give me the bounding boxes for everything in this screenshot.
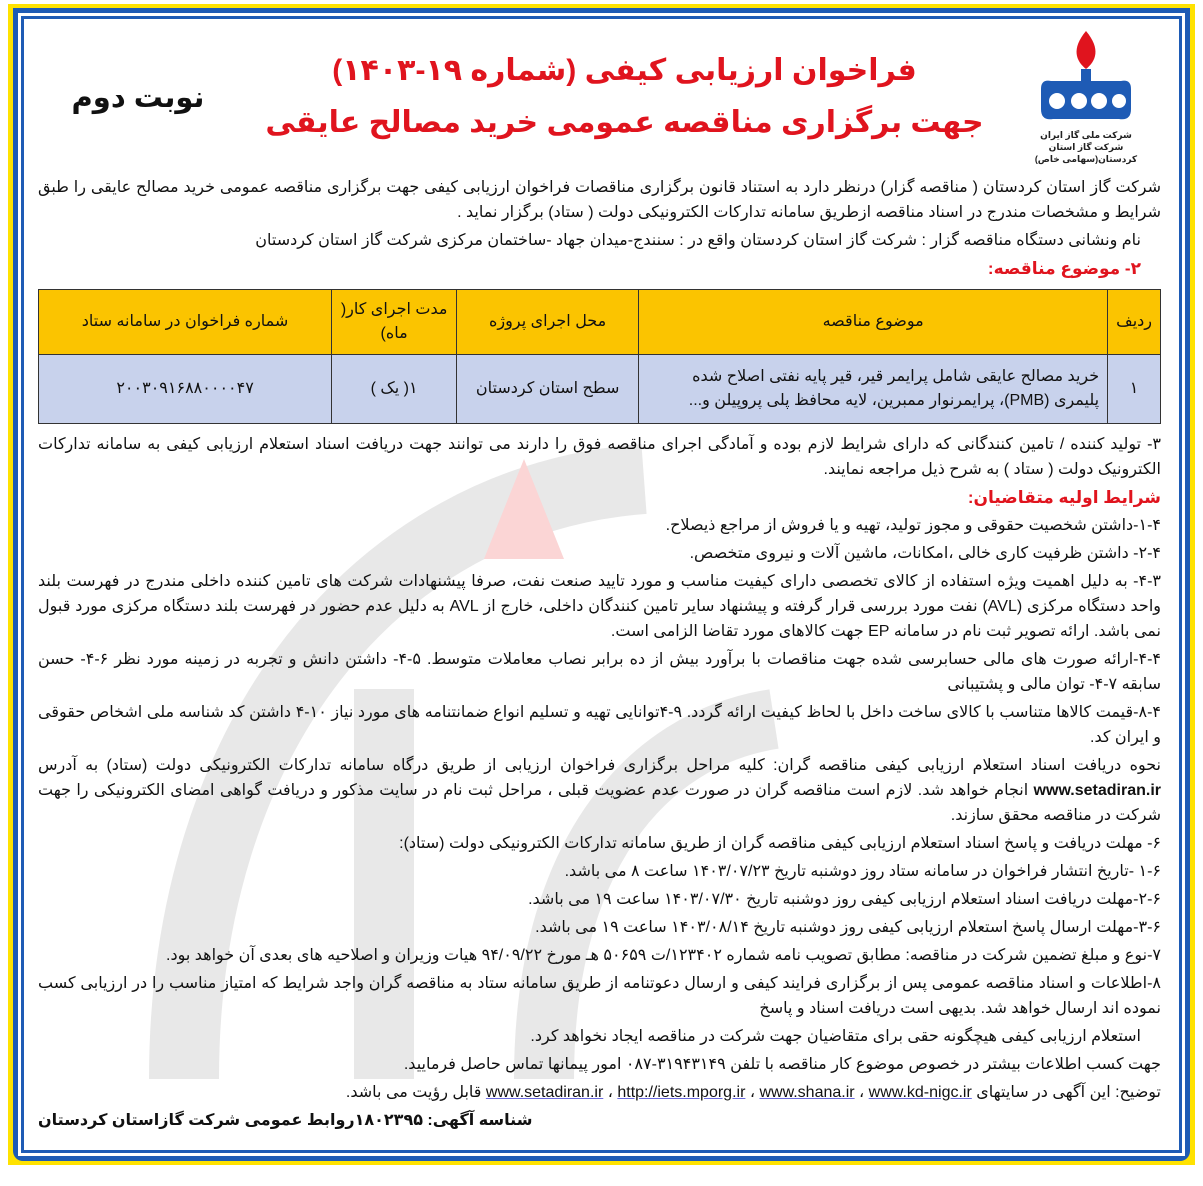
condition-4: ۴-۴-ارائه صورت های مالی حسابرسی شده جهت مناقصات با برآورد بیش از ده برابر نصاب معاملات متوسط. ۵-۴- داشتن دانش و تجربه در زمینه مورد نظر ۶-۴- حسن سابقه ۷-۴- توان مالی و پشتیبانی	[38, 651, 1162, 693]
section2-heading: ۲- موضوع مناقصه:	[987, 259, 1141, 278]
contact-info: جهت کسب اطلاعات بیشتر در خصوص موضوع کار مناقصه با تلفن ۳۱۹۴۳۱۴۹-۰۸۷ امور پیمانها تماس حاصل فرمایید.	[403, 1056, 1161, 1073]
intro-paragraph: شرکت گاز استان کردستان ( مناقصه گزار) درنظر دارد به استناد قانون برگزاری مناقصات فراخوان ارزیابی کیفی جهت برگزاری مناقصه عمومی خرید مصالح عایقی را طبق شرایط و مشخصات مندرج در اسناد مناقصه ازطریق سامانه تدارکات الکترونیکی دولت ( ستاد) برگزار نماید .	[38, 179, 1161, 221]
logo-caption-2: شرکت گاز استان کردستان(سهامی خاص)	[1034, 142, 1138, 164]
cell-tender-number: ۲۰۰۳۰۹۱۶۸۸۰۰۰۰۴۷	[39, 355, 332, 424]
cell-location: سطح استان کردستان	[457, 355, 639, 424]
logo-caption-1: شرکت ملی گاز ایران	[1040, 130, 1132, 140]
frame-border	[13, 8, 1190, 1161]
sites-prefix: توضیح: این آگهی در سایتهای	[976, 1084, 1161, 1101]
frame-border-inner	[21, 16, 1182, 1153]
sites-suffix: قابل رؤیت می باشد.	[345, 1084, 482, 1101]
nigc-logo-icon	[1031, 29, 1141, 124]
cell-duration: ۱( یک )	[332, 355, 457, 424]
page-subtitle: جهت برگزاری مناقصه عمومی خرید مصالح عایقی	[265, 106, 984, 139]
receipt-text-b: انجام خواهد شد. لازم است مناقصه گران در صورت عدم عضویت قبلی ، مراحل ثبت نام در سایت مذکور و دریافت گواهی امضای الکترونیکی را جهت شرکت در مناقصه محقق سازند.	[38, 782, 1161, 824]
col-subject: موضوع مناقصه	[639, 290, 1108, 355]
col-location: محل اجرای پروژه	[457, 290, 639, 355]
site-link-shana[interactable]: www.shana.ir	[759, 1084, 855, 1101]
section3: ۳- تولید کننده / تامین کنندگانی که دارای شرایط لازم بوده و آمادگی اجرای مناقصه فوق را دارند می توانند جهت دریافت اسناد استعلام ارزیابی کیفی به سامانه تدارکات الکترونیک دولت ( ستاد ) به شرح ذیل مراجعه نمایند.	[38, 436, 1161, 478]
section8-note: استعلام ارزیابی کیفی هیچگونه حقی برای متقاضیان جهت شرکت در مناقصه ایجاد نخواهد کرد.	[530, 1028, 1141, 1045]
setadiran-link[interactable]: www.setadiran.ir	[1033, 782, 1161, 799]
sites-note: توضیح: این آگهی در سایتهای www.kd-nigc.ir ، www.shana.ir ، http://iets.mporg.ir ، www.setadiran.ir قابل رؤیت می باشد.	[345, 1084, 1161, 1101]
round-badge: نوبت دوم	[71, 81, 205, 114]
cell-subject: خرید مصالح عایقی شامل پرایمر قیر، قیر پایه نفتی اصلاح شده پلیمری (PMB)، پرایمرنوار ممبرین، لایه محافظ پلی پروپیلن و...	[639, 355, 1108, 424]
tender-table	[38, 289, 1161, 424]
table-row	[39, 355, 1161, 424]
section6-3: ۳-۶-مهلت ارسال پاسخ استعلام ارزیابی کیفی روز دوشنبه تاریخ ۱۴۰۳/۰۸/۱۴ ساعت ۱۹ می باشد.	[535, 919, 1161, 936]
cell-row: ۱	[1108, 355, 1161, 424]
section6-2: ۲-۶-مهلت دریافت اسناد استعلام ارزیابی کیفی روز دوشنبه تاریخ ۱۴۰۳/۰۷/۳۰ ساعت ۱۹ می باشد.	[528, 891, 1161, 908]
frame-yellow	[8, 4, 1195, 1165]
receipt-text-a: نحوه دریافت اسناد استعلام ارزیابی کیفی مناقصه گران: کلیه مراحل برگزاری فراخوان ارزیابی از طریق درگاه سامانه تدارکات الکترونیکی دولت (ستاد) به آدرس	[38, 757, 1161, 774]
col-duration: مدت اجرای کار( ماه)	[332, 290, 457, 355]
condition-1: ۱-۴-داشتن شخصیت حقوقی و مجوز تولید، تهیه و یا فروش از مراجع ذیصلاح.	[665, 517, 1161, 534]
section7: ۷-نوع و مبلغ تضمین شرکت در مناقصه: مطابق تصویب نامه شماره ۱۲۳۴۰۲/ت ۵۰۶۵۹ هـ مورخ ۹۴/۰۹/۲۲ هیات وزیران و اصلاحیه های بعدی آن خواهد بود.	[166, 947, 1161, 964]
frame-paper	[24, 19, 1179, 1150]
section8: ۸-اطلاعات و اسناد مناقصه عمومی پس از برگزاری فرایند کیفی و ارسال دعوتنامه از طریق سامانه ستاد به مناقصه گران واجد شرایط که امتیاز مناسب را در ارزیابی کسب نموده اند ارسال خواهد شد. بدیهی است دریافت اسناد و پاسخ	[38, 975, 1161, 1017]
ad-id-footer: شناسه آگهی: ۱۸۰۲۳۹۵روابط عمومی شرکت گازاستان کردستان	[38, 1112, 533, 1129]
company-logo	[1011, 29, 1161, 165]
condition-8: ۸-۴-قیمت کالاها متناسب با کالای ساخت داخل با لحاظ کیفیت ارائه گردد. ۹-۴توانایی تهیه و تسلیم انواع ضمانتنامه های مورد نیاز ۱۰-۴ داشتن کد شناسه ملی اشخاص حقوقی و ایران کد.	[38, 704, 1161, 746]
section6: ۶- مهلت دریافت و پاسخ اسناد استعلام ارزیابی کیفی مناقصه گران از طریق سامانه تدارکات الکترونیکی دولت (ستاد):	[399, 835, 1161, 852]
page-title: فراخوان ارزیابی کیفی (شماره ۱۹-۱۴۰۳)	[332, 54, 917, 87]
table-header-row	[39, 290, 1161, 355]
organizer-address: نام ونشانی دستگاه مناقصه گزار : شرکت گاز استان کردستان واقع در : سنندج-میدان جهاد -ساختمان مرکزی شرکت گاز استان کردستان	[255, 232, 1141, 249]
announcement	[38, 29, 1161, 1133]
site-link-mporg[interactable]: http://iets.mporg.ir	[617, 1084, 746, 1101]
conditions-heading: شرایط اولیه متقاضیان:	[967, 488, 1161, 507]
condition-3: ۴-۳- به دلیل اهمیت ویژه استفاده از کالای تخصصی دارای کیفیت مناسب و مورد تایید صنعت نفت، صرفا پیشنهادات شرکت های تامین کننده داخلی مندرج در فهرست بلند واحد دستگاه مرکزی (AVL) نفت مورد بررسی قرار گرفته و پیشنهاد سایر تامین کنندگان داخلی، خارج از AVL به دلیل عدم حضور در فهرست بلند دستگاه مرکزی مورد قبول نمی باشد. ارائه تصویر ثبت نام در سامانه EP جهت کالاهای مورد تقاضا الزامی است.	[38, 573, 1162, 640]
site-link-kd-nigc[interactable]: www.kd-nigc.ir	[868, 1084, 972, 1101]
frame-gap	[18, 13, 1185, 1156]
condition-2: ۲-۴- داشتن ظرفیت کاری خالی ،امکانات، ماشین آلات و نیروی متخصص.	[689, 545, 1161, 562]
col-row: ردیف	[1108, 290, 1161, 355]
col-tender-number: شماره فراخوان در سامانه ستاد	[39, 290, 332, 355]
title-block	[238, 49, 1011, 145]
section6-1: ۱-۶ -تاریخ انتشار فراخوان در سامانه ستاد روز دوشنبه تاریخ ۱۴۰۳/۰۷/۲۳ ساعت ۸ می باشد.	[564, 863, 1161, 880]
header	[38, 29, 1161, 165]
document-receipt	[38, 753, 1161, 828]
site-link-setadiran[interactable]: www.setadiran.ir	[485, 1084, 604, 1101]
